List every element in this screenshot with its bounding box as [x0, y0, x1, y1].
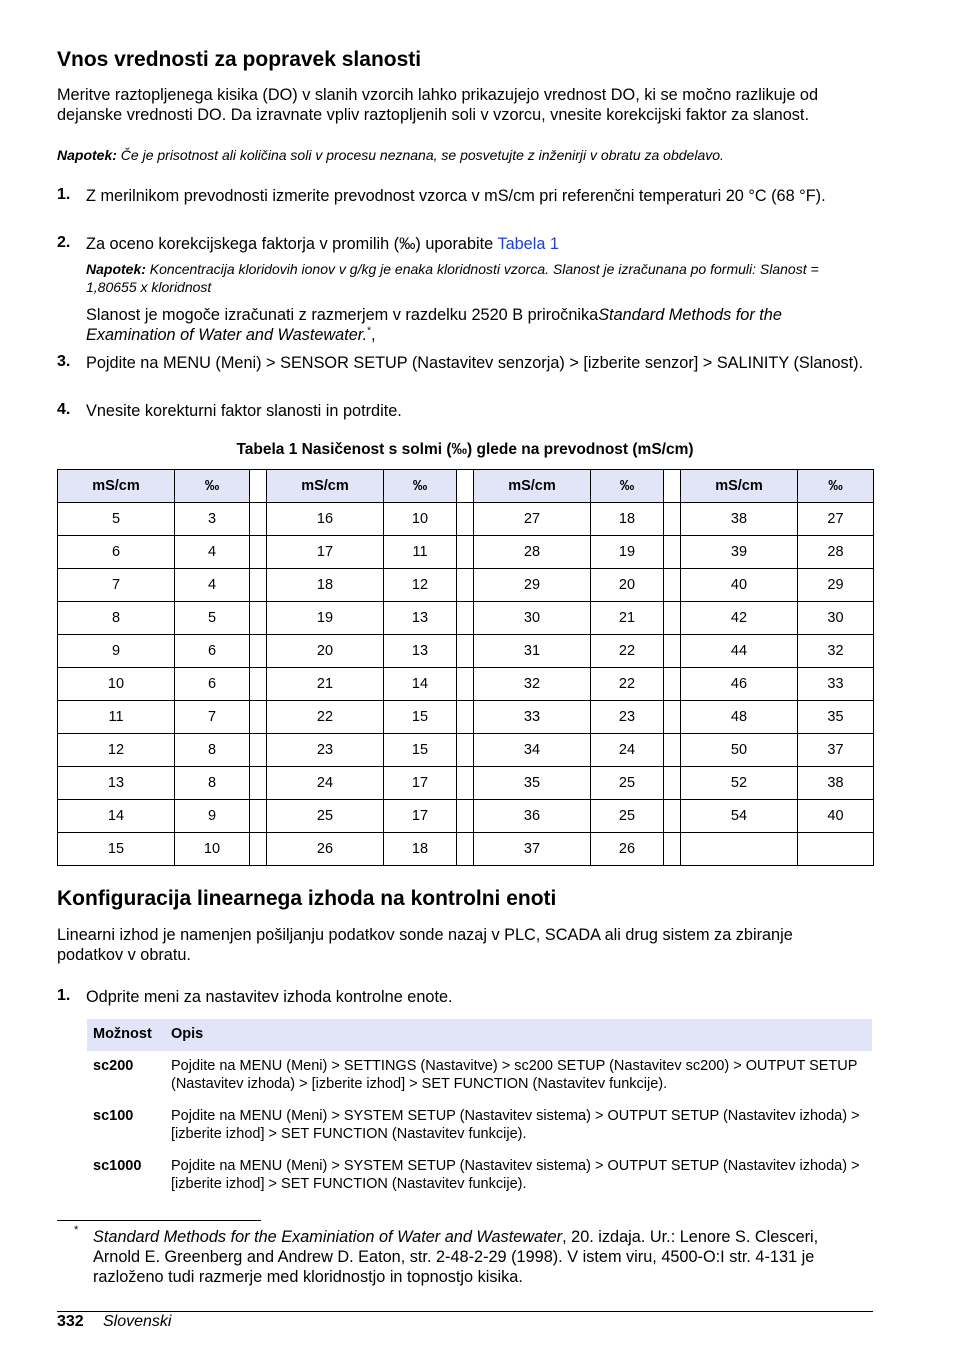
cell-conductivity: 29 — [474, 569, 591, 602]
step-4-text: Vnesite korekturni faktor slanosti in potrdite. — [86, 402, 402, 420]
cell-conductivity: 25 — [267, 800, 384, 833]
cell-conductivity: 7 — [58, 569, 175, 602]
cell-conductivity: 11 — [58, 701, 175, 734]
cell-salinity: 8 — [175, 767, 250, 800]
column-gap — [457, 701, 474, 734]
cell-conductivity: 6 — [58, 536, 175, 569]
cell-conductivity: 14 — [58, 800, 175, 833]
cell-conductivity: 42 — [681, 602, 798, 635]
column-gap — [250, 635, 267, 668]
cell-conductivity: 19 — [267, 602, 384, 635]
cell-salinity: 13 — [384, 602, 457, 635]
column-gap — [664, 668, 681, 701]
cell-salinity: 40 — [798, 800, 874, 833]
header-permille: ‰ — [591, 470, 664, 503]
column-gap — [664, 767, 681, 800]
extra-pre: Slanost je mogoče izračunati z razmerjem v razdelku 2520 B priročnika — [86, 306, 599, 324]
cell-conductivity: 8 — [58, 602, 175, 635]
linear-step-1-text: Odprite meni za nastavitev izhoda kontrolne enote. — [86, 988, 453, 1006]
column-gap — [457, 470, 474, 503]
table-row — [58, 503, 874, 536]
option-desc: Pojdite na MENU (Meni) > SYSTEM SETUP (Nastavitev sistema) > OUTPUT SETUP (Nastavitev izhoda) > [izberite izhod] > SET FUNCTION (Nastavitev funkcije). — [171, 1108, 860, 1142]
cell-salinity: 30 — [798, 602, 874, 635]
extra-post: , — [371, 326, 376, 344]
cell-salinity: 8 — [175, 734, 250, 767]
table-row — [58, 767, 874, 800]
option-desc: Pojdite na MENU (Meni) > SYSTEM SETUP (Nastavitev sistema) > OUTPUT SETUP (Nastavitev izhoda) > [izberite izhod] > SET FUNCTION (Nastavitev funkcije). — [171, 1158, 860, 1192]
cell-conductivity: 26 — [267, 833, 384, 866]
header-ms: mS/cm — [474, 470, 591, 503]
column-gap — [250, 470, 267, 503]
table-row — [58, 569, 874, 602]
column-gap — [457, 503, 474, 536]
cell-conductivity: 27 — [474, 503, 591, 536]
header-permille: ‰ — [175, 470, 250, 503]
footnote-ref: * — [367, 325, 372, 337]
cell-conductivity: 34 — [474, 734, 591, 767]
column-gap — [664, 503, 681, 536]
footer-language: Slovenski — [103, 1313, 172, 1330]
cell-conductivity: 22 — [267, 701, 384, 734]
column-gap — [664, 470, 681, 503]
footnote-divider — [57, 1220, 261, 1221]
footnote-italic: Standard Methods for the Examiniation of Water and Wastewater — [93, 1228, 563, 1246]
note-label: Napotek: — [57, 147, 117, 163]
options-header — [87, 1019, 872, 1051]
cell-salinity: 9 — [175, 800, 250, 833]
footnote-text — [93, 1227, 863, 1287]
linear-output-intro: Linearni izhod je namenjen pošiljanju podatkov sonde nazaj v PLC, SCADA ali drug sistem za zbiranje podatkov v obratu. — [57, 926, 793, 964]
cell-salinity: 35 — [798, 701, 874, 734]
cell-salinity: 26 — [591, 833, 664, 866]
table-row — [58, 734, 874, 767]
cell-salinity: 27 — [798, 503, 874, 536]
cell-salinity: 5 — [175, 602, 250, 635]
cell-salinity: 22 — [591, 635, 664, 668]
cell-salinity: 4 — [175, 536, 250, 569]
column-gap — [457, 767, 474, 800]
cell-salinity: 37 — [798, 734, 874, 767]
section-title-linear-output: Konfiguracija linearnega izhoda na kontrolni enoti — [57, 887, 557, 910]
header-ms: mS/cm — [267, 470, 384, 503]
cell-salinity: 10 — [384, 503, 457, 536]
cell-conductivity: 52 — [681, 767, 798, 800]
step-1-text: Z merilnikom prevodnosti izmerite prevodnost vzorca v mS/cm pri referenčni temperaturi 20 °C (68 °F). — [86, 187, 826, 205]
cell-salinity: 33 — [798, 668, 874, 701]
section-title-salinity: Vnos vrednosti za popravek slanosti — [57, 48, 422, 71]
column-gap — [664, 602, 681, 635]
column-gap — [250, 701, 267, 734]
cell-salinity: 17 — [384, 767, 457, 800]
header-permille: ‰ — [384, 470, 457, 503]
step-2-label: Za oceno korekcijskega faktorja v promilih (‰) uporabite — [86, 235, 498, 253]
header-ms: mS/cm — [58, 470, 175, 503]
footnote-mark: * — [74, 1224, 79, 1236]
cell-salinity: 4 — [175, 569, 250, 602]
option-name: sc1000 — [93, 1158, 142, 1174]
page-number: 332 — [57, 1313, 84, 1330]
cell-salinity: 22 — [591, 668, 664, 701]
cell-conductivity: 10 — [58, 668, 175, 701]
cell-conductivity: 12 — [58, 734, 175, 767]
cell-conductivity: 36 — [474, 800, 591, 833]
table-header-row — [58, 470, 874, 503]
step-number: 4. — [57, 401, 71, 418]
cell-conductivity: 5 — [58, 503, 175, 536]
cell-conductivity: 37 — [474, 833, 591, 866]
cell-conductivity: 39 — [681, 536, 798, 569]
option-desc: Pojdite na MENU (Meni) > SETTINGS (Nastavitve) > sc200 SETUP (Nastavitev sc200) > OUTPUT SETUP (Nastavitev izhoda) > [izberite izhod] > SET FUNCTION (Nastavitev funkcije). — [171, 1058, 858, 1092]
table-1-caption: Tabela 1 Nasičenost s solmi (‰) glede na prevodnost (mS/cm) — [236, 441, 694, 458]
cell-empty — [798, 833, 874, 866]
salinity-intro: Meritve raztopljenega kisika (DO) v slanih vzorcih lahko prikazujejo vrednost DO, ki se močno razlikuje od dejanske vrednosti DO. Da izravnate vpliv raztopljenih soli v vzorcu, vnesite korekcijski faktor za slanost. — [57, 86, 819, 124]
cell-salinity: 15 — [384, 734, 457, 767]
column-gap — [250, 536, 267, 569]
cell-salinity: 18 — [384, 833, 457, 866]
header-ms: mS/cm — [681, 470, 798, 503]
cell-conductivity: 54 — [681, 800, 798, 833]
cell-conductivity: 18 — [267, 569, 384, 602]
table-row — [58, 536, 874, 569]
cell-conductivity: 48 — [681, 701, 798, 734]
cell-conductivity: 20 — [267, 635, 384, 668]
options-col-desc: Opis — [171, 1026, 204, 1042]
option-name: sc100 — [93, 1108, 134, 1124]
column-gap — [457, 668, 474, 701]
column-gap — [457, 536, 474, 569]
options-col-option: Možnost — [93, 1026, 152, 1042]
column-gap — [250, 569, 267, 602]
cell-salinity: 6 — [175, 668, 250, 701]
table-row — [58, 701, 874, 734]
column-gap — [664, 800, 681, 833]
column-gap — [250, 668, 267, 701]
cell-salinity: 7 — [175, 701, 250, 734]
cell-salinity: 24 — [591, 734, 664, 767]
cell-conductivity: 28 — [474, 536, 591, 569]
cell-conductivity: 32 — [474, 668, 591, 701]
column-gap — [250, 800, 267, 833]
cell-conductivity: 31 — [474, 635, 591, 668]
column-gap — [250, 767, 267, 800]
column-gap — [250, 602, 267, 635]
cell-salinity: 3 — [175, 503, 250, 536]
option-name: sc200 — [93, 1058, 134, 1074]
step-number: 3. — [57, 353, 71, 370]
column-gap — [457, 602, 474, 635]
cell-conductivity: 35 — [474, 767, 591, 800]
cell-salinity: 15 — [384, 701, 457, 734]
table-row — [58, 800, 874, 833]
cell-conductivity: 23 — [267, 734, 384, 767]
cell-conductivity: 24 — [267, 767, 384, 800]
table-row — [58, 833, 874, 866]
column-gap — [250, 503, 267, 536]
step-2-note — [86, 260, 866, 296]
column-gap — [250, 734, 267, 767]
cell-conductivity: 50 — [681, 734, 798, 767]
table-1-link[interactable]: Tabela 1 — [497, 235, 559, 253]
cell-salinity: 23 — [591, 701, 664, 734]
column-gap — [250, 833, 267, 866]
cell-empty — [681, 833, 798, 866]
cell-salinity: 14 — [384, 668, 457, 701]
cell-salinity: 29 — [798, 569, 874, 602]
column-gap — [664, 701, 681, 734]
step-number: 1. — [57, 186, 71, 203]
cell-conductivity: 30 — [474, 602, 591, 635]
column-gap — [457, 635, 474, 668]
cell-salinity: 12 — [384, 569, 457, 602]
cell-salinity: 25 — [591, 800, 664, 833]
note-text: Če je prisotnost ali količina soli v procesu neznana, se posvetujte z inženirji v obratu za obdelavo. — [116, 147, 724, 163]
cell-conductivity: 38 — [681, 503, 798, 536]
cell-salinity: 25 — [591, 767, 664, 800]
cell-salinity: 32 — [798, 635, 874, 668]
step-2-text — [86, 234, 871, 254]
cell-salinity: 18 — [591, 503, 664, 536]
column-gap — [664, 635, 681, 668]
cell-conductivity: 9 — [58, 635, 175, 668]
cell-conductivity: 16 — [267, 503, 384, 536]
footnote-body: , 20. izdaja. Ur.: Lenore S. Clesceri, Arnold E. Greenberg and Andrew D. Eaton, str. 2-48-2-29 (1998). V istem viru, 4500-O:I str. 4-131 je razloženo tudi razmerje med kloridnostjo in topnostjo kisika. — [93, 1228, 819, 1286]
table-row — [58, 668, 874, 701]
note-label: Napotek: — [86, 261, 146, 277]
step-number: 1. — [57, 987, 71, 1004]
cell-conductivity: 21 — [267, 668, 384, 701]
cell-salinity: 10 — [175, 833, 250, 866]
cell-conductivity: 17 — [267, 536, 384, 569]
cell-conductivity: 40 — [681, 569, 798, 602]
cell-salinity: 20 — [591, 569, 664, 602]
step-2-extra — [86, 305, 871, 345]
column-gap — [664, 734, 681, 767]
table-row — [58, 602, 874, 635]
table-row — [58, 635, 874, 668]
cell-conductivity: 44 — [681, 635, 798, 668]
column-gap — [457, 833, 474, 866]
column-gap — [664, 536, 681, 569]
cell-salinity: 28 — [798, 536, 874, 569]
cell-salinity: 38 — [798, 767, 874, 800]
cell-salinity: 19 — [591, 536, 664, 569]
column-gap — [457, 569, 474, 602]
standard-methods-title: Standard Methods for the Examination of Water and Wastewater. — [86, 306, 782, 344]
cell-salinity: 11 — [384, 536, 457, 569]
column-gap — [664, 833, 681, 866]
cell-salinity: 17 — [384, 800, 457, 833]
column-gap — [664, 569, 681, 602]
footer-rule — [57, 1311, 873, 1312]
header-permille: ‰ — [798, 470, 874, 503]
cell-conductivity: 13 — [58, 767, 175, 800]
cell-salinity: 6 — [175, 635, 250, 668]
cell-salinity: 21 — [591, 602, 664, 635]
step-number: 2. — [57, 234, 71, 251]
cell-conductivity: 46 — [681, 668, 798, 701]
column-gap — [457, 734, 474, 767]
cell-conductivity: 15 — [58, 833, 175, 866]
note-text: Koncentracija kloridovih ionov v g/kg je enaka kloridnosti vzorca. Slanost je izračunana po formuli: Slanost = 1,80655 x kloridnost — [86, 261, 819, 295]
salinity-note — [57, 146, 872, 164]
step-3-text: Pojdite na MENU (Meni) > SENSOR SETUP (Nastavitev senzorja) > [izberite senzor] > SALINITY (Slanost). — [86, 354, 864, 372]
cell-salinity: 13 — [384, 635, 457, 668]
cell-conductivity: 33 — [474, 701, 591, 734]
salinity-table — [57, 469, 874, 866]
column-gap — [457, 800, 474, 833]
